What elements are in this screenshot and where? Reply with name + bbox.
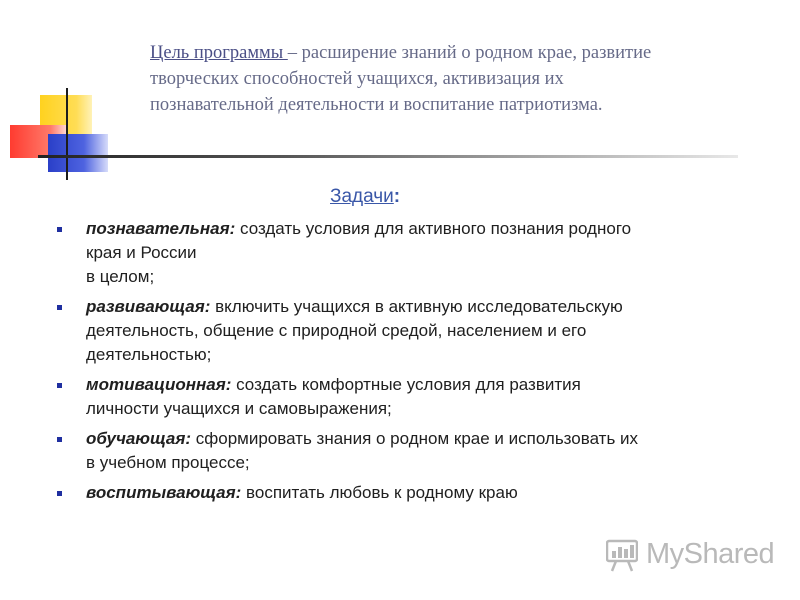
bullet-icon <box>57 491 62 496</box>
bullet-icon <box>57 437 62 442</box>
goal-line-2: творческих способностей учащихся, активизация их <box>150 69 564 89</box>
task-item-motivational <box>50 373 750 421</box>
tasks-title-label: Задачи <box>330 186 394 207</box>
task-text-line: личности учащихся и самовыражения; <box>86 399 392 418</box>
task-term: познавательная: <box>86 219 236 238</box>
task-text-line: деятельность, общение с природной средой, населением и его <box>86 321 587 340</box>
task-item-developing <box>50 295 750 367</box>
task-term: развивающая: <box>86 297 211 316</box>
bullet-icon <box>57 305 62 310</box>
bullet-icon <box>57 383 62 388</box>
goal-line-3: познавательной деятельности и воспитание патриотизма. <box>150 95 603 115</box>
task-list <box>50 217 750 511</box>
header-divider <box>38 155 738 158</box>
decorative-vertical-line <box>66 88 68 180</box>
task-item-cognitive <box>50 217 750 289</box>
task-text-line: деятельностью; <box>86 345 212 364</box>
program-goal <box>150 40 780 118</box>
myshared-watermark <box>606 536 775 578</box>
task-item-educational <box>50 427 750 475</box>
tasks-title <box>330 186 400 208</box>
task-text-line: включить учащихся в активную исследовательскую <box>215 297 623 316</box>
task-text-line: в целом; <box>86 267 155 286</box>
decorative-blue-square <box>48 134 108 172</box>
goal-label: Цель программы <box>150 43 288 63</box>
task-text-line: создать условия для активного познания родного <box>240 219 632 238</box>
task-text-line: создать комфортные условия для развития <box>236 375 581 394</box>
task-text-line: сформировать знания о родном крае и использовать их <box>195 429 639 448</box>
task-text-line: в учебном процессе; <box>86 453 250 472</box>
task-term: обучающая: <box>86 429 192 448</box>
task-term: мотивационная: <box>86 375 232 394</box>
task-term: воспитывающая: <box>86 483 242 502</box>
watermark-text: MyShared <box>646 538 775 570</box>
goal-line-1: – расширение знаний о родном крае, развитие <box>287 43 652 63</box>
bullet-icon <box>57 227 62 232</box>
task-text-line: воспитать любовь к родному краю <box>246 483 518 502</box>
task-item-upbringing <box>50 481 750 505</box>
myshared-logo-icon <box>606 538 638 572</box>
task-text-line: края и России <box>86 243 197 262</box>
tasks-title-colon: : <box>393 186 401 207</box>
